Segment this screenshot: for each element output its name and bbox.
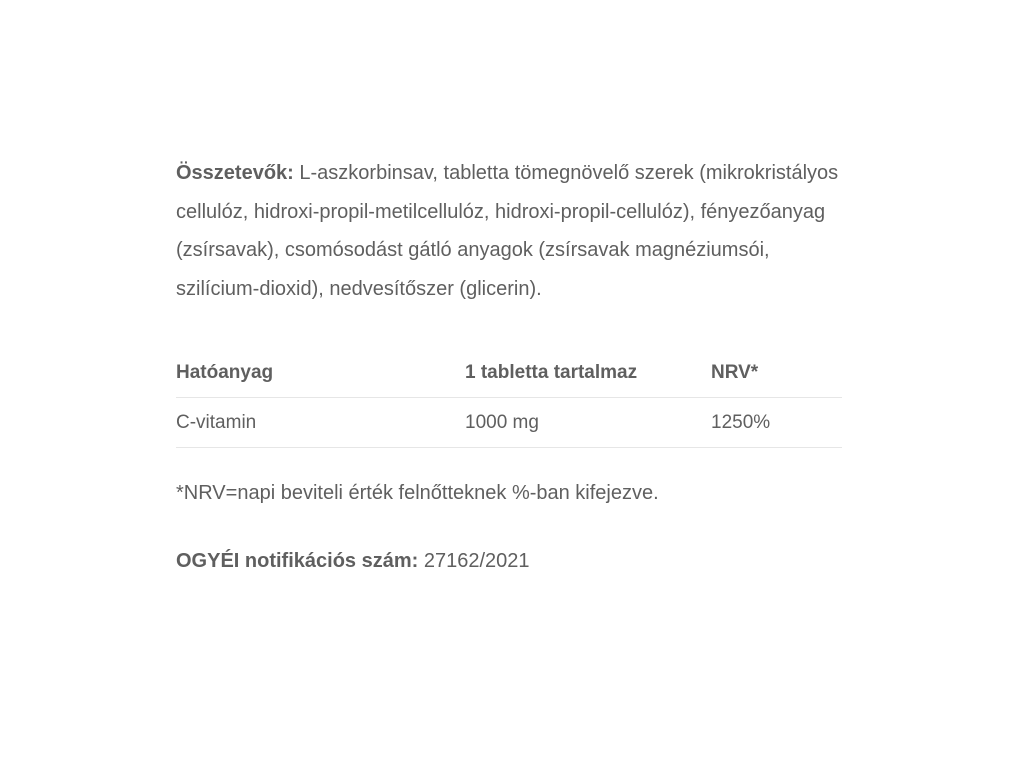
table-row [176,398,842,448]
notification-value: 27162/2021 [418,550,530,572]
table-header-row [176,348,842,398]
nutrient-table [176,348,842,448]
cell-nrv: 1250% [711,398,842,448]
cell-ingredient: C-vitamin [176,398,465,448]
header-active-ingredient: Hatóanyag [176,348,465,398]
ingredients-paragraph [176,154,842,308]
product-info [176,154,842,577]
header-nrv: NRV* [711,348,842,398]
header-per-tablet: 1 tabletta tartalmaz [465,348,711,398]
notification-label: OGYÉI notifikációs szám: [176,550,419,572]
ingredients-text: L-aszkorbinsav, tabletta tömegnövelő szerek (mikrokristályos cellulóz, hidroxi-propil-metilcellulóz, hidroxi-propil-cellulóz), fényezőanyag (zsírsavak), csomósodást gátló anyagok (zsírsavak magnéziumsói, szilícium-dioxid), nedvesítőszer (glicerin). [176,162,839,300]
notification-number [176,545,842,577]
cell-amount: 1000 mg [465,398,711,448]
ingredients-label: Összetevők: [176,162,294,184]
nrv-footnote: *NRV=napi beviteli érték felnőtteknek %-ban kifejezve. [176,482,659,504]
